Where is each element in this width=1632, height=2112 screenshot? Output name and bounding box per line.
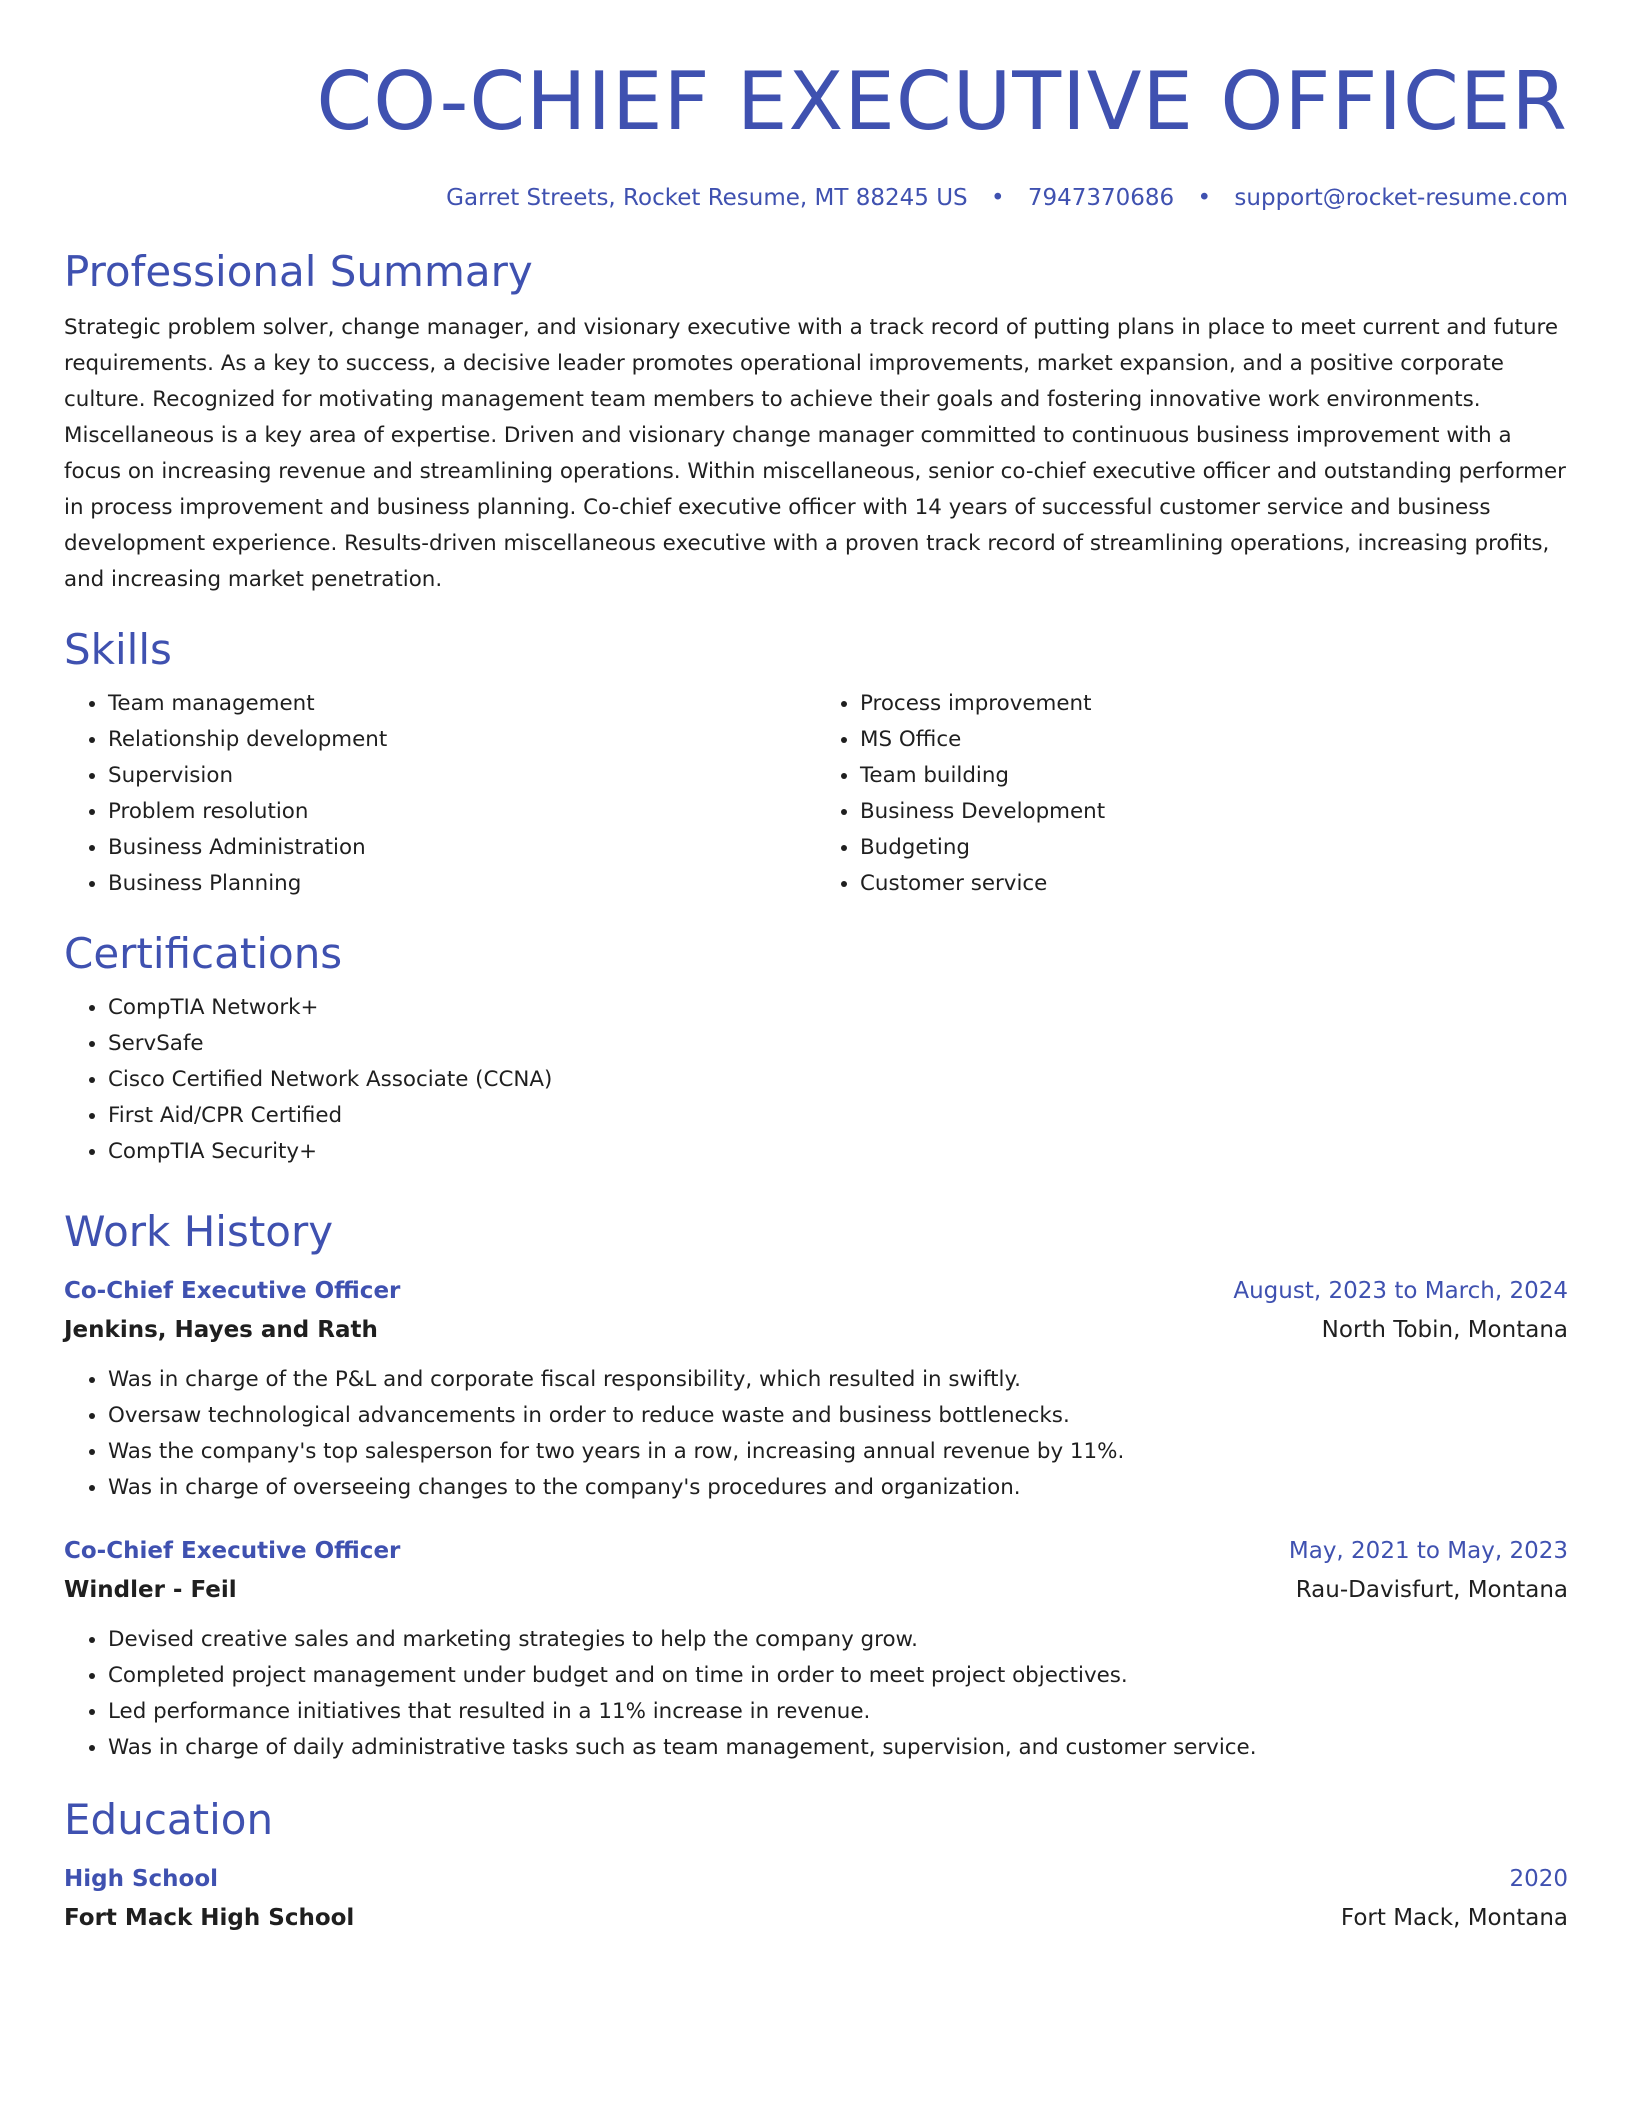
certifications-list bbox=[64, 990, 1568, 1170]
job-subheader bbox=[64, 1570, 1568, 1610]
skill-item: • Business Planning bbox=[108, 866, 816, 902]
skill-item: • Budgeting bbox=[860, 830, 1568, 866]
job-subheader bbox=[64, 1310, 1568, 1350]
job-entry bbox=[64, 1272, 1568, 1506]
certification-item: • CompTIA Security+ bbox=[108, 1134, 1568, 1170]
education-entry bbox=[64, 1860, 1568, 1938]
skills-column-left bbox=[64, 686, 816, 902]
skills-list bbox=[64, 686, 1568, 902]
job-bullet: • Was the company's top salesperson for two years in a row, increasing annual revenue by 11%. bbox=[108, 1434, 1568, 1470]
education-subheader bbox=[64, 1898, 1568, 1938]
resume-title: CO-CHIEF EXECUTIVE OFFICER bbox=[316, 55, 1568, 148]
education-year: 2020 bbox=[1509, 1866, 1568, 1892]
skill-item: • Relationship development bbox=[108, 722, 816, 758]
job-location: North Tobin, Montana bbox=[1321, 1317, 1568, 1343]
skill-item: • Business Administration bbox=[108, 830, 816, 866]
education-school: Fort Mack High School bbox=[64, 1905, 355, 1931]
summary-text: Strategic problem solver, change manager, and visionary executive with a track record of putting plans in place to meet current and future requirements. As a key to success, a decisive leader promotes operational improvements, market expansion, and a positive corporate culture. Recognized for motivating management team members to achieve their goals and fostering innovative work environments. Miscellaneous is a key area of expertise. Driven and visionary change manager committed to continuous business improvement with a focus on increasing revenue and streamlining operations. Within miscellaneous, senior co-chief executive officer and outstanding performer in process improvement and business planning. Co-chief executive officer with 14 years of successful customer service and business development experience. Results-driven miscellaneous executive with a proven track record of streamlining operations, increasing profits, and increasing market penetration. bbox=[64, 315, 1566, 592]
skill-item: • Business Development bbox=[860, 794, 1568, 830]
certification-item: • ServSafe bbox=[108, 1026, 1568, 1062]
job-bullet: • Led performance initiatives that resulted in a 11% increase in revenue. bbox=[108, 1694, 1568, 1730]
job-entry bbox=[64, 1532, 1568, 1766]
job-bullet: • Was in charge of overseeing changes to the company's procedures and organization. bbox=[108, 1470, 1568, 1506]
job-title: Co-Chief Executive Officer bbox=[64, 1538, 401, 1564]
education-degree: High School bbox=[64, 1866, 219, 1892]
contact-line bbox=[64, 182, 1568, 214]
contact-address: Garret Streets, Rocket Resume, MT 88245 US bbox=[446, 185, 968, 211]
job-dates: May, 2021 to May, 2023 bbox=[1288, 1538, 1568, 1564]
contact-separator: • bbox=[990, 185, 1005, 211]
job-bullet: • Devised creative sales and marketing strategies to help the company grow. bbox=[108, 1622, 1568, 1658]
job-bullet: • Was in charge of the P&L and corporate fiscal responsibility, which resulted in swiftly. bbox=[108, 1362, 1568, 1398]
skill-item: • MS Office bbox=[860, 722, 1568, 758]
contact-email: support@rocket-resume.com bbox=[1234, 185, 1568, 211]
certification-item: • Cisco Certified Network Associate (CCNA) bbox=[108, 1062, 1568, 1098]
job-location: Rau-Davisfurt, Montana bbox=[1295, 1577, 1568, 1603]
job-bullet: • Was in charge of daily administrative tasks such as team management, supervision, and customer service. bbox=[108, 1730, 1568, 1766]
skill-item: • Process improvement bbox=[860, 686, 1568, 722]
job-dates: August, 2023 to March, 2024 bbox=[1233, 1278, 1568, 1304]
summary-heading: Professional Summary bbox=[64, 247, 533, 296]
skill-item: • Team building bbox=[860, 758, 1568, 794]
skills-heading: Skills bbox=[64, 625, 172, 674]
education-location: Fort Mack, Montana bbox=[1340, 1905, 1568, 1931]
job-header bbox=[64, 1532, 1568, 1570]
job-bullet: • Completed project management under budget and on time in order to meet project objectives. bbox=[108, 1658, 1568, 1694]
skill-item: • Customer service bbox=[860, 866, 1568, 902]
certification-item: • CompTIA Network+ bbox=[108, 990, 1568, 1026]
contact-separator: • bbox=[1197, 185, 1212, 211]
certification-item: • First Aid/CPR Certified bbox=[108, 1098, 1568, 1134]
job-header bbox=[64, 1272, 1568, 1310]
certifications-heading: Certifications bbox=[64, 929, 343, 978]
work-history-heading: Work History bbox=[64, 1207, 334, 1256]
skill-item: • Team management bbox=[108, 686, 816, 722]
contact-phone: 7947370686 bbox=[1027, 185, 1175, 211]
job-company: Jenkins, Hayes and Rath bbox=[64, 1317, 378, 1343]
job-company: Windler - Feil bbox=[64, 1577, 237, 1603]
job-bullet: • Oversaw technological advancements in order to reduce waste and business bottlenecks. bbox=[108, 1398, 1568, 1434]
skills-column-right bbox=[816, 686, 1568, 902]
skill-item: • Problem resolution bbox=[108, 794, 816, 830]
job-bullets bbox=[64, 1362, 1568, 1506]
skill-item: • Supervision bbox=[108, 758, 816, 794]
education-heading: Education bbox=[64, 1795, 274, 1844]
job-bullets bbox=[64, 1622, 1568, 1766]
education-header bbox=[64, 1860, 1568, 1898]
job-title: Co-Chief Executive Officer bbox=[64, 1278, 401, 1304]
